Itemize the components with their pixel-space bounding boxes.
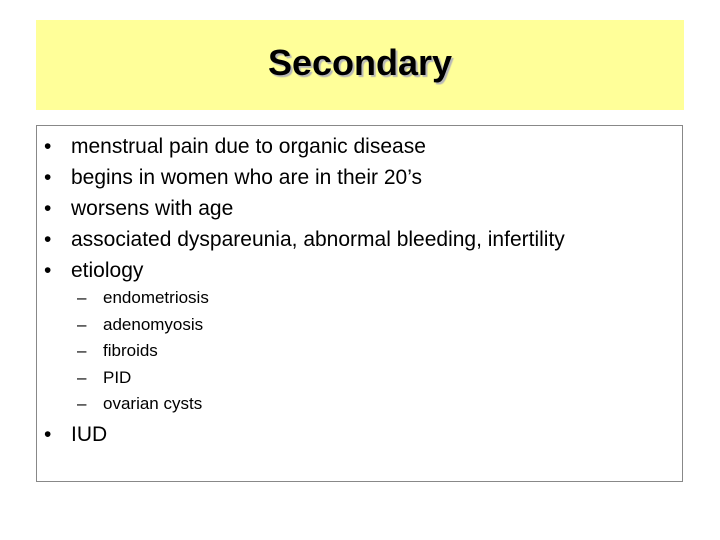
sub-bullet-text: PID [103,367,132,387]
bullet-text: associated dyspareunia, abnormal bleeding, infertility [71,228,565,251]
bullet-mark: • [44,166,52,189]
dash-mark: – [77,394,87,413]
bullet-mark: • [44,135,52,158]
dash-mark: – [77,341,87,360]
dash-mark: – [77,367,87,387]
sub-bullet-text: endometriosis [103,288,209,307]
bullet-text: etiology [71,259,144,282]
bullet-text: worsens with age [71,197,234,220]
sub-bullet-text: fibroids [103,341,158,360]
content-box [36,125,683,482]
sub-bullet-text: ovarian cysts [103,394,203,413]
bullet-mark: • [44,423,52,446]
bullet-mark: • [44,259,52,282]
dash-mark: – [77,314,87,334]
bullet-mark: • [44,197,52,220]
bullet-mark: • [44,228,52,251]
sub-bullet-text: adenomyosis [103,314,204,334]
bullet-text: menstrual pain due to organic disease [71,135,426,158]
bullet-text: begins in women who are in their 20’s [71,166,422,189]
dash-mark: – [77,288,87,307]
title-banner [36,20,684,110]
bullet-text: IUD [71,423,108,446]
slide-title: Secondary [267,42,453,83]
